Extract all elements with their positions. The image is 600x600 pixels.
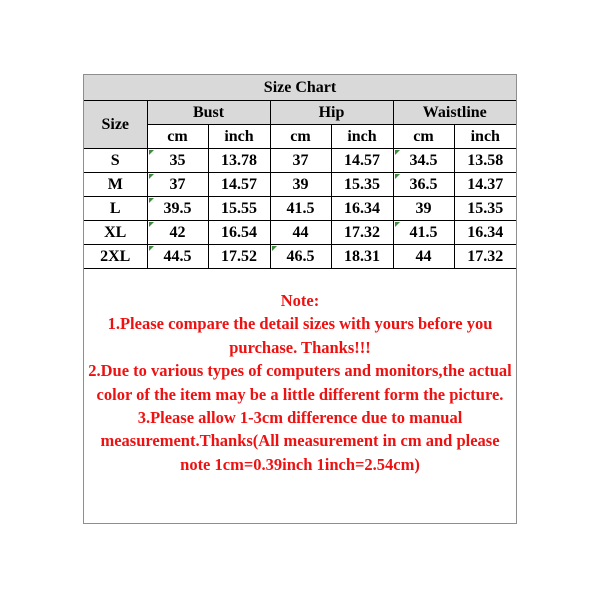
unit-header: inch — [331, 125, 393, 149]
size-chart-panel — [83, 74, 517, 524]
size-label: XL — [84, 221, 147, 245]
value-cell: 14.37 — [454, 173, 516, 197]
unit-header-row — [84, 125, 516, 149]
cell-marker-icon — [149, 222, 154, 227]
size-label: M — [84, 173, 147, 197]
value-cell: 17.32 — [331, 221, 393, 245]
value-cell: 39.5 — [147, 197, 208, 221]
cell-marker-icon — [149, 198, 154, 203]
size-column-header: Size — [84, 101, 147, 149]
value-cell: 15.35 — [454, 197, 516, 221]
value-cell: 44 — [393, 245, 454, 269]
table-row — [84, 197, 516, 221]
cell-marker-icon — [149, 246, 154, 251]
waistline-group-header: Waistline — [393, 101, 516, 125]
size-chart-table — [84, 75, 516, 269]
cell-marker-icon — [395, 150, 400, 155]
unit-header: cm — [270, 125, 331, 149]
table-row — [84, 245, 516, 269]
unit-header: inch — [454, 125, 516, 149]
cell-marker-icon — [149, 174, 154, 179]
size-label: S — [84, 149, 147, 173]
value-cell: 14.57 — [208, 173, 270, 197]
table-title: Size Chart — [84, 75, 516, 101]
cell-marker-icon — [272, 246, 277, 251]
value-cell: 44 — [270, 221, 331, 245]
value-cell: 46.5 — [270, 245, 331, 269]
table-row — [84, 173, 516, 197]
cell-marker-icon — [149, 150, 154, 155]
unit-header: cm — [147, 125, 208, 149]
value-cell: 39 — [270, 173, 331, 197]
value-cell: 34.5 — [393, 149, 454, 173]
table-row — [84, 149, 516, 173]
value-cell: 41.5 — [270, 197, 331, 221]
size-label: L — [84, 197, 147, 221]
value-cell: 41.5 — [393, 221, 454, 245]
note-item-measurement: 3.Please allow 1-3cm difference due to manual measurement.Thanks(All measurement in cm and please note 1cm=0.39inch 1inch=2.54cm) — [100, 408, 500, 474]
table-row — [84, 221, 516, 245]
value-cell: 13.58 — [454, 149, 516, 173]
cell-marker-icon — [395, 222, 400, 227]
value-cell: 16.34 — [454, 221, 516, 245]
value-cell: 42 — [147, 221, 208, 245]
value-cell: 36.5 — [393, 173, 454, 197]
note-item-compare-sizes: 1.Please compare the detail sizes with yours before you purchase. Thanks!!! — [107, 314, 493, 357]
value-cell: 39 — [393, 197, 454, 221]
value-cell: 15.35 — [331, 173, 393, 197]
value-cell: 44.5 — [147, 245, 208, 269]
unit-header: cm — [393, 125, 454, 149]
value-cell: 37 — [147, 173, 208, 197]
note-heading: Note: — [280, 291, 320, 310]
value-cell: 16.34 — [331, 197, 393, 221]
value-cell: 18.31 — [331, 245, 393, 269]
cell-marker-icon — [395, 174, 400, 179]
bust-group-header: Bust — [147, 101, 270, 125]
unit-header: inch — [208, 125, 270, 149]
value-cell: 14.57 — [331, 149, 393, 173]
title-row — [84, 75, 516, 101]
note-item-color-difference: 2.Due to various types of computers and monitors,the actual color of the item may be a little different form the picture. — [88, 361, 512, 404]
value-cell: 35 — [147, 149, 208, 173]
notes-section — [84, 289, 516, 476]
value-cell: 17.32 — [454, 245, 516, 269]
value-cell: 16.54 — [208, 221, 270, 245]
group-header-row — [84, 101, 516, 125]
value-cell: 13.78 — [208, 149, 270, 173]
hip-group-header: Hip — [270, 101, 393, 125]
value-cell: 37 — [270, 149, 331, 173]
value-cell: 17.52 — [208, 245, 270, 269]
size-label: 2XL — [84, 245, 147, 269]
value-cell: 15.55 — [208, 197, 270, 221]
